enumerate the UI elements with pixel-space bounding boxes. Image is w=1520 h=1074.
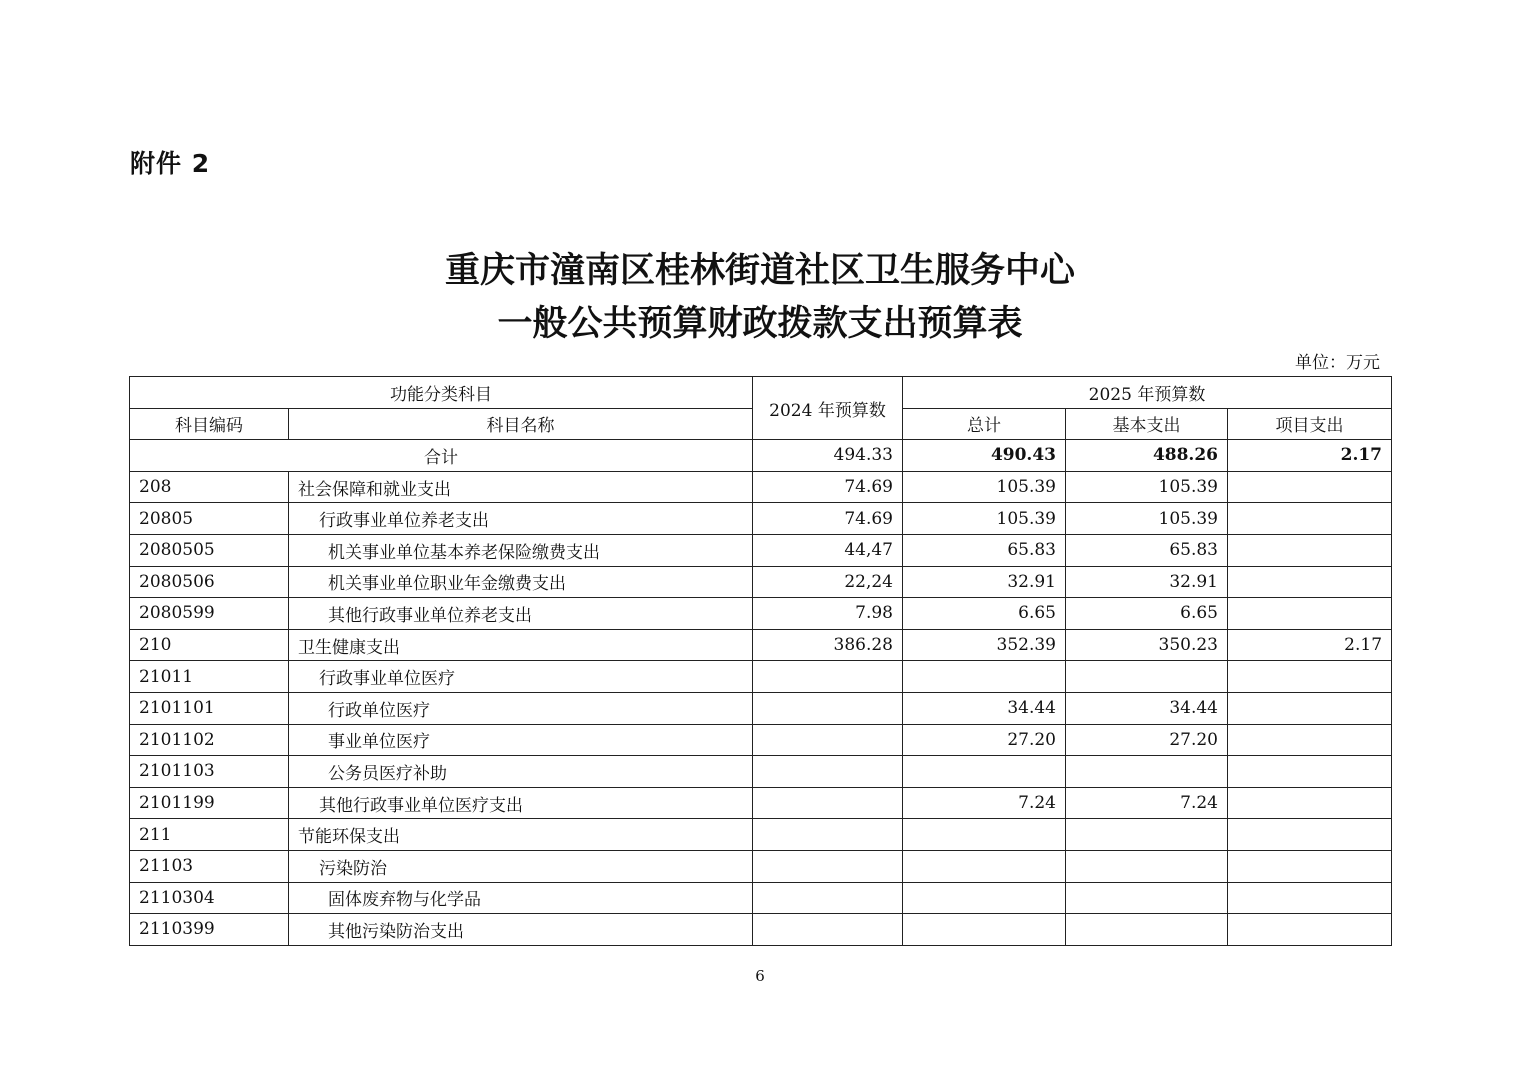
- row-name: 其他行政事业单位养老支出: [289, 598, 753, 630]
- unit-label: 单位：万元: [1295, 353, 1380, 373]
- row-name: 固体废弃物与化学品: [289, 882, 753, 914]
- table-row: [130, 724, 1392, 756]
- row-code: 211: [130, 819, 289, 851]
- total-b2024: 494.33: [753, 440, 903, 472]
- row-name: 机关事业单位职业年金缴费支出: [289, 566, 753, 598]
- table-row: [130, 850, 1392, 882]
- row-project: [1228, 819, 1392, 851]
- table-row: [130, 787, 1392, 819]
- header-budget-2025: 2025 年预算数: [903, 377, 1392, 409]
- header-basic: 基本支出: [1066, 408, 1228, 440]
- row-code: 20805: [130, 503, 289, 535]
- row-code: 2080599: [130, 598, 289, 630]
- page-number: 6: [755, 967, 765, 985]
- total-basic: 488.26: [1066, 440, 1228, 472]
- row-b2024: 74.69: [753, 503, 903, 535]
- row-name: 社会保障和就业支出: [289, 471, 753, 503]
- row-project: [1228, 882, 1392, 914]
- row-total: [903, 756, 1066, 788]
- row-total: [903, 661, 1066, 693]
- row-basic: [1066, 819, 1228, 851]
- row-total: 105.39: [903, 503, 1066, 535]
- row-total: [903, 882, 1066, 914]
- row-basic: 7.24: [1066, 787, 1228, 819]
- table-row: [130, 503, 1392, 535]
- row-code: 2080505: [130, 534, 289, 566]
- row-basic: 105.39: [1066, 471, 1228, 503]
- row-project: [1228, 787, 1392, 819]
- table-row: [130, 534, 1392, 566]
- row-name: 卫生健康支出: [289, 629, 753, 661]
- row-code: 2101103: [130, 756, 289, 788]
- row-total: [903, 850, 1066, 882]
- row-code: 2101199: [130, 787, 289, 819]
- row-code: 21011: [130, 661, 289, 693]
- row-project: 2.17: [1228, 629, 1392, 661]
- row-name: 行政单位医疗: [289, 692, 753, 724]
- row-total: [903, 914, 1066, 946]
- page-title-line2: 一般公共预算财政拨款支出预算表: [497, 304, 1023, 344]
- table-row: [130, 661, 1392, 693]
- row-total: 7.24: [903, 787, 1066, 819]
- row-b2024: [753, 756, 903, 788]
- row-basic: 34.44: [1066, 692, 1228, 724]
- row-total: 32.91: [903, 566, 1066, 598]
- row-b2024: [753, 819, 903, 851]
- row-project: [1228, 661, 1392, 693]
- row-total: 65.83: [903, 534, 1066, 566]
- table-row: [130, 914, 1392, 946]
- row-b2024: [753, 661, 903, 693]
- row-name: 公务员医疗补助: [289, 756, 753, 788]
- row-project: [1228, 566, 1392, 598]
- row-code: 208: [130, 471, 289, 503]
- row-basic: [1066, 882, 1228, 914]
- row-code: 2101101: [130, 692, 289, 724]
- table-row: [130, 598, 1392, 630]
- row-b2024: [753, 914, 903, 946]
- row-basic: 105.39: [1066, 503, 1228, 535]
- row-basic: 27.20: [1066, 724, 1228, 756]
- row-project: [1228, 692, 1392, 724]
- total-label: 合计: [130, 440, 753, 472]
- row-b2024: 7.98: [753, 598, 903, 630]
- header-row-1: [130, 377, 1392, 409]
- header-total: 总计: [903, 408, 1066, 440]
- row-b2024: [753, 787, 903, 819]
- row-project: [1228, 914, 1392, 946]
- row-total: [903, 819, 1066, 851]
- table-row: [130, 471, 1392, 503]
- row-project: [1228, 471, 1392, 503]
- row-code: 2110304: [130, 882, 289, 914]
- row-name: 行政事业单位医疗: [289, 661, 753, 693]
- row-project: [1228, 850, 1392, 882]
- table-row: [130, 692, 1392, 724]
- row-basic: 350.23: [1066, 629, 1228, 661]
- table-row: [130, 756, 1392, 788]
- attachment-label: 附件 2: [130, 149, 211, 178]
- header-code: 科目编码: [130, 408, 289, 440]
- row-total: 6.65: [903, 598, 1066, 630]
- row-b2024: [753, 850, 903, 882]
- total-project: 2.17: [1228, 440, 1392, 472]
- page-title-line1: 重庆市潼南区桂林街道社区卫生服务中心: [444, 251, 1075, 291]
- row-project: [1228, 598, 1392, 630]
- header-name: 科目名称: [289, 408, 753, 440]
- header-category: 功能分类科目: [130, 377, 753, 409]
- row-project: [1228, 756, 1392, 788]
- table-row: [130, 566, 1392, 598]
- row-project: [1228, 503, 1392, 535]
- row-project: [1228, 534, 1392, 566]
- row-basic: [1066, 756, 1228, 788]
- row-name: 其他行政事业单位医疗支出: [289, 787, 753, 819]
- row-basic: [1066, 661, 1228, 693]
- header-budget-2024: 2024 年预算数: [753, 377, 903, 440]
- row-b2024: [753, 724, 903, 756]
- row-b2024: 386.28: [753, 629, 903, 661]
- total-row: [130, 440, 1392, 472]
- table-row: [130, 882, 1392, 914]
- table-row: [130, 819, 1392, 851]
- row-basic: [1066, 914, 1228, 946]
- row-code: 2080506: [130, 566, 289, 598]
- row-b2024: 74.69: [753, 471, 903, 503]
- budget-table: [129, 376, 1392, 946]
- row-name: 其他污染防治支出: [289, 914, 753, 946]
- row-total: 34.44: [903, 692, 1066, 724]
- row-code: 2110399: [130, 914, 289, 946]
- row-b2024: 44,47: [753, 534, 903, 566]
- row-b2024: [753, 692, 903, 724]
- row-code: 21103: [130, 850, 289, 882]
- row-project: [1228, 724, 1392, 756]
- total-total: 490.43: [903, 440, 1066, 472]
- row-total: 27.20: [903, 724, 1066, 756]
- header-project: 项目支出: [1228, 408, 1392, 440]
- row-name: 节能环保支出: [289, 819, 753, 851]
- row-total: 105.39: [903, 471, 1066, 503]
- row-name: 事业单位医疗: [289, 724, 753, 756]
- row-name: 污染防治: [289, 850, 753, 882]
- row-basic: 65.83: [1066, 534, 1228, 566]
- table-row: [130, 629, 1392, 661]
- row-basic: 32.91: [1066, 566, 1228, 598]
- row-code: 210: [130, 629, 289, 661]
- row-name: 机关事业单位基本养老保险缴费支出: [289, 534, 753, 566]
- row-basic: [1066, 850, 1228, 882]
- row-b2024: [753, 882, 903, 914]
- row-b2024: 22,24: [753, 566, 903, 598]
- row-code: 2101102: [130, 724, 289, 756]
- row-basic: 6.65: [1066, 598, 1228, 630]
- row-total: 352.39: [903, 629, 1066, 661]
- row-name: 行政事业单位养老支出: [289, 503, 753, 535]
